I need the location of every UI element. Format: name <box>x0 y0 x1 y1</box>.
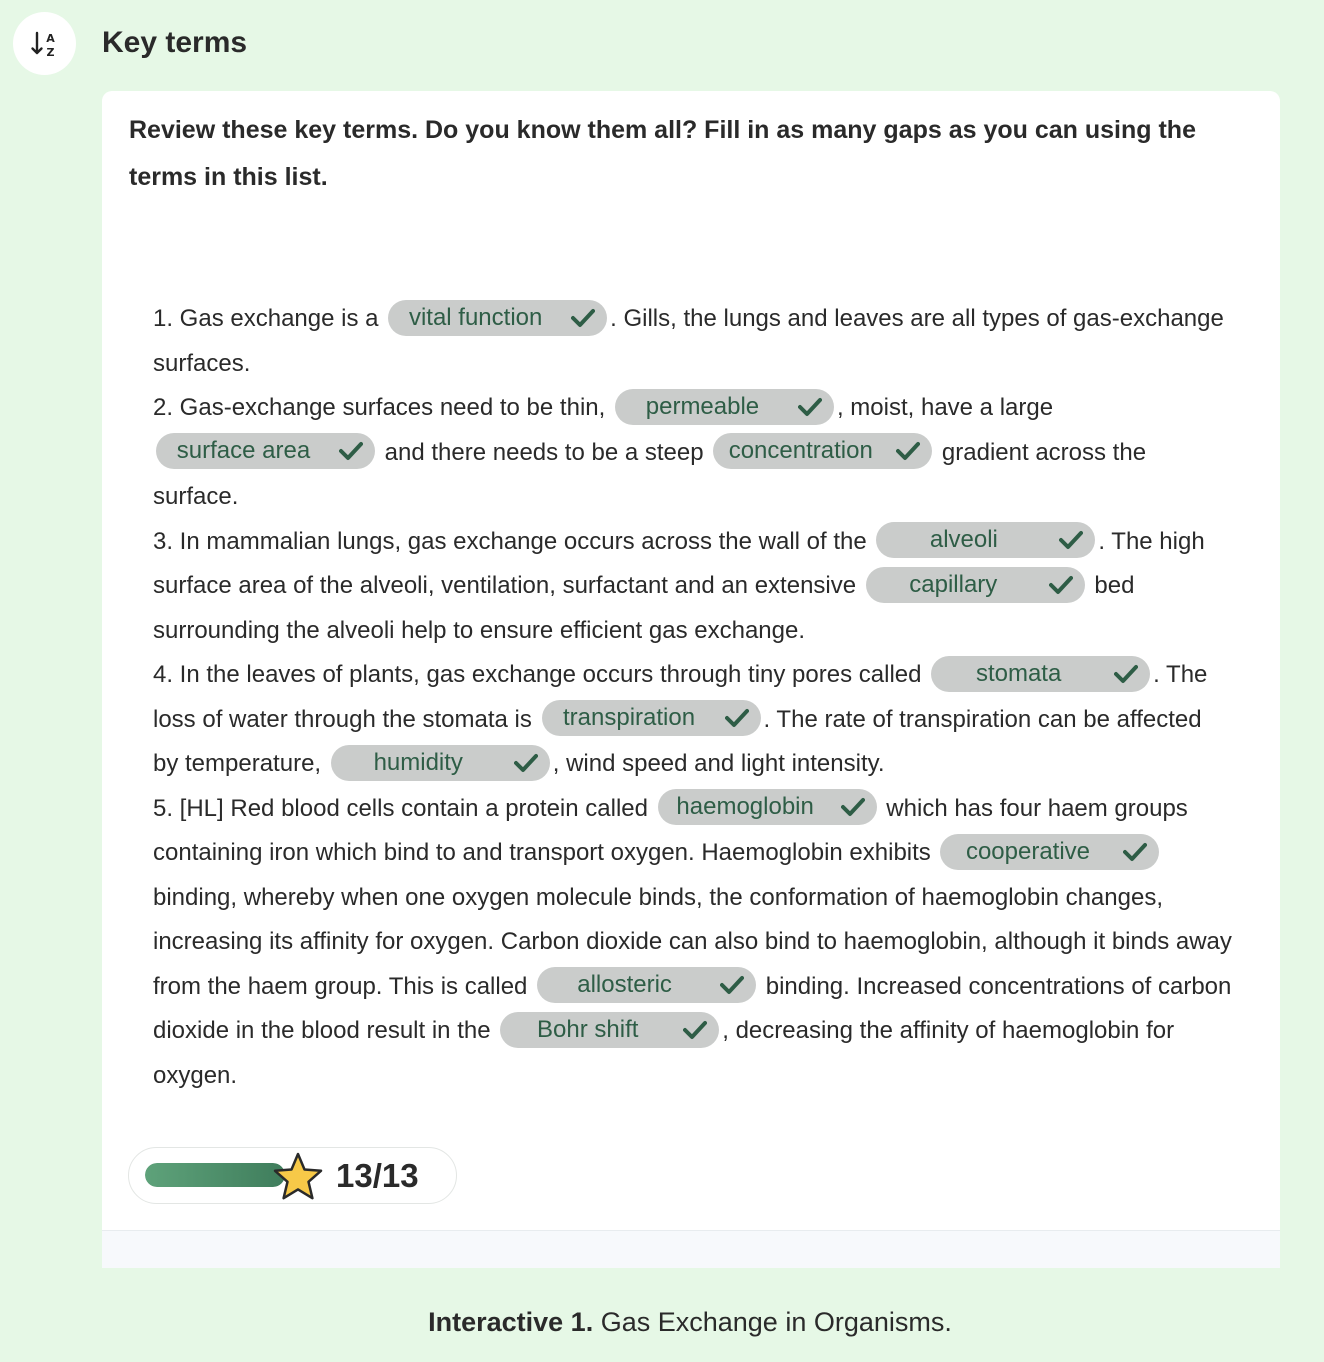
check-icon <box>1123 842 1147 862</box>
svg-text:Z: Z <box>46 45 54 59</box>
sort-button[interactable] <box>13 12 76 75</box>
star-icon <box>271 1151 325 1203</box>
passage-item-2: 2. Gas-exchange surfaces need to be thin, permeable , moist, have a large surface area and there needs to be a steep concentration gradient across the surface. <box>153 386 1233 520</box>
passage-item-5: 5. [HL] Red blood cells contain a protein called haemoglobin which has four haem groups containing iron which bind to and transport oxygen. Haemoglobin exhibits cooperative binding, whereby when one oxygen molecule binds, the conformation of haemoglobin changes, increasing its affinity for oxygen. Carbon dioxide can also bind to haemoglobin, although it binds away from the haem group. This is called allosteric binding. Increased concentrations of carbon dioxide in the blood result in the Bohr shift , decreasing the affinity of haemoglobin for oxygen. <box>153 787 1233 1099</box>
answer-chip[interactable]: alveoli <box>876 522 1095 558</box>
check-icon <box>514 753 538 773</box>
check-icon <box>841 797 865 817</box>
answer-chip[interactable]: cooperative <box>940 834 1159 870</box>
score-text: 13/13 <box>336 1157 419 1194</box>
progress-bar <box>145 1163 285 1187</box>
answer-chip[interactable]: Bohr shift <box>500 1012 719 1048</box>
answer-chip[interactable]: allosteric <box>537 967 756 1003</box>
check-icon <box>725 708 749 728</box>
check-icon <box>720 975 744 995</box>
check-icon <box>571 308 595 328</box>
answer-chip[interactable]: transpiration <box>542 700 761 736</box>
figure-caption <box>0 1302 1324 1342</box>
answer-chip[interactable]: permeable <box>615 389 834 425</box>
passage-item-3: 3. In mammalian lungs, gas exchange occurs across the wall of the alveoli . The high surface area of the alveoli, ventilation, surfactant and an extensive capillary bed surrounding the alveoli help to ensure efficient gas exchange. <box>153 520 1233 654</box>
sort-az-icon <box>30 29 60 59</box>
progress-fill <box>145 1163 285 1187</box>
section-title: Key terms <box>102 26 248 59</box>
passage-item-4: 4. In the leaves of plants, gas exchange occurs through tiny pores called stomata . The loss of water through the stomata is transpiration . The rate of transpiration can be affected by temperature, humidity , wind speed and light intensity. <box>153 653 1233 787</box>
caption-label: Interactive 1. <box>428 1307 594 1337</box>
check-icon <box>896 441 920 461</box>
check-icon <box>1059 530 1083 550</box>
answer-chip[interactable]: haemoglobin <box>658 789 877 825</box>
answer-chip[interactable]: capillary <box>866 567 1085 603</box>
exercise-card <box>102 91 1280 1268</box>
check-icon <box>339 441 363 461</box>
svg-text:A: A <box>45 31 55 45</box>
answer-chip[interactable]: stomata <box>931 656 1150 692</box>
answer-chip[interactable]: surface area <box>156 433 375 469</box>
check-icon <box>1114 664 1138 684</box>
answer-chip[interactable]: humidity <box>331 745 550 781</box>
check-icon <box>1049 575 1073 595</box>
card-footer <box>102 1230 1280 1268</box>
answer-chip[interactable]: concentration <box>713 433 932 469</box>
check-icon <box>798 397 822 417</box>
instructions: Review these key terms. Do you know them all? Fill in as many gaps as you can using the terms in this list. <box>129 116 1196 191</box>
passage-item-1: 1. Gas exchange is a vital function . Gills, the lungs and leaves are all types of gas-exchange surfaces. <box>153 297 1233 386</box>
fill-in-passage <box>153 297 1233 1098</box>
check-icon <box>683 1020 707 1040</box>
score-indicator <box>128 1147 457 1204</box>
answer-chip[interactable]: vital function <box>388 300 607 336</box>
caption-text: Gas Exchange in Organisms. <box>593 1307 952 1337</box>
